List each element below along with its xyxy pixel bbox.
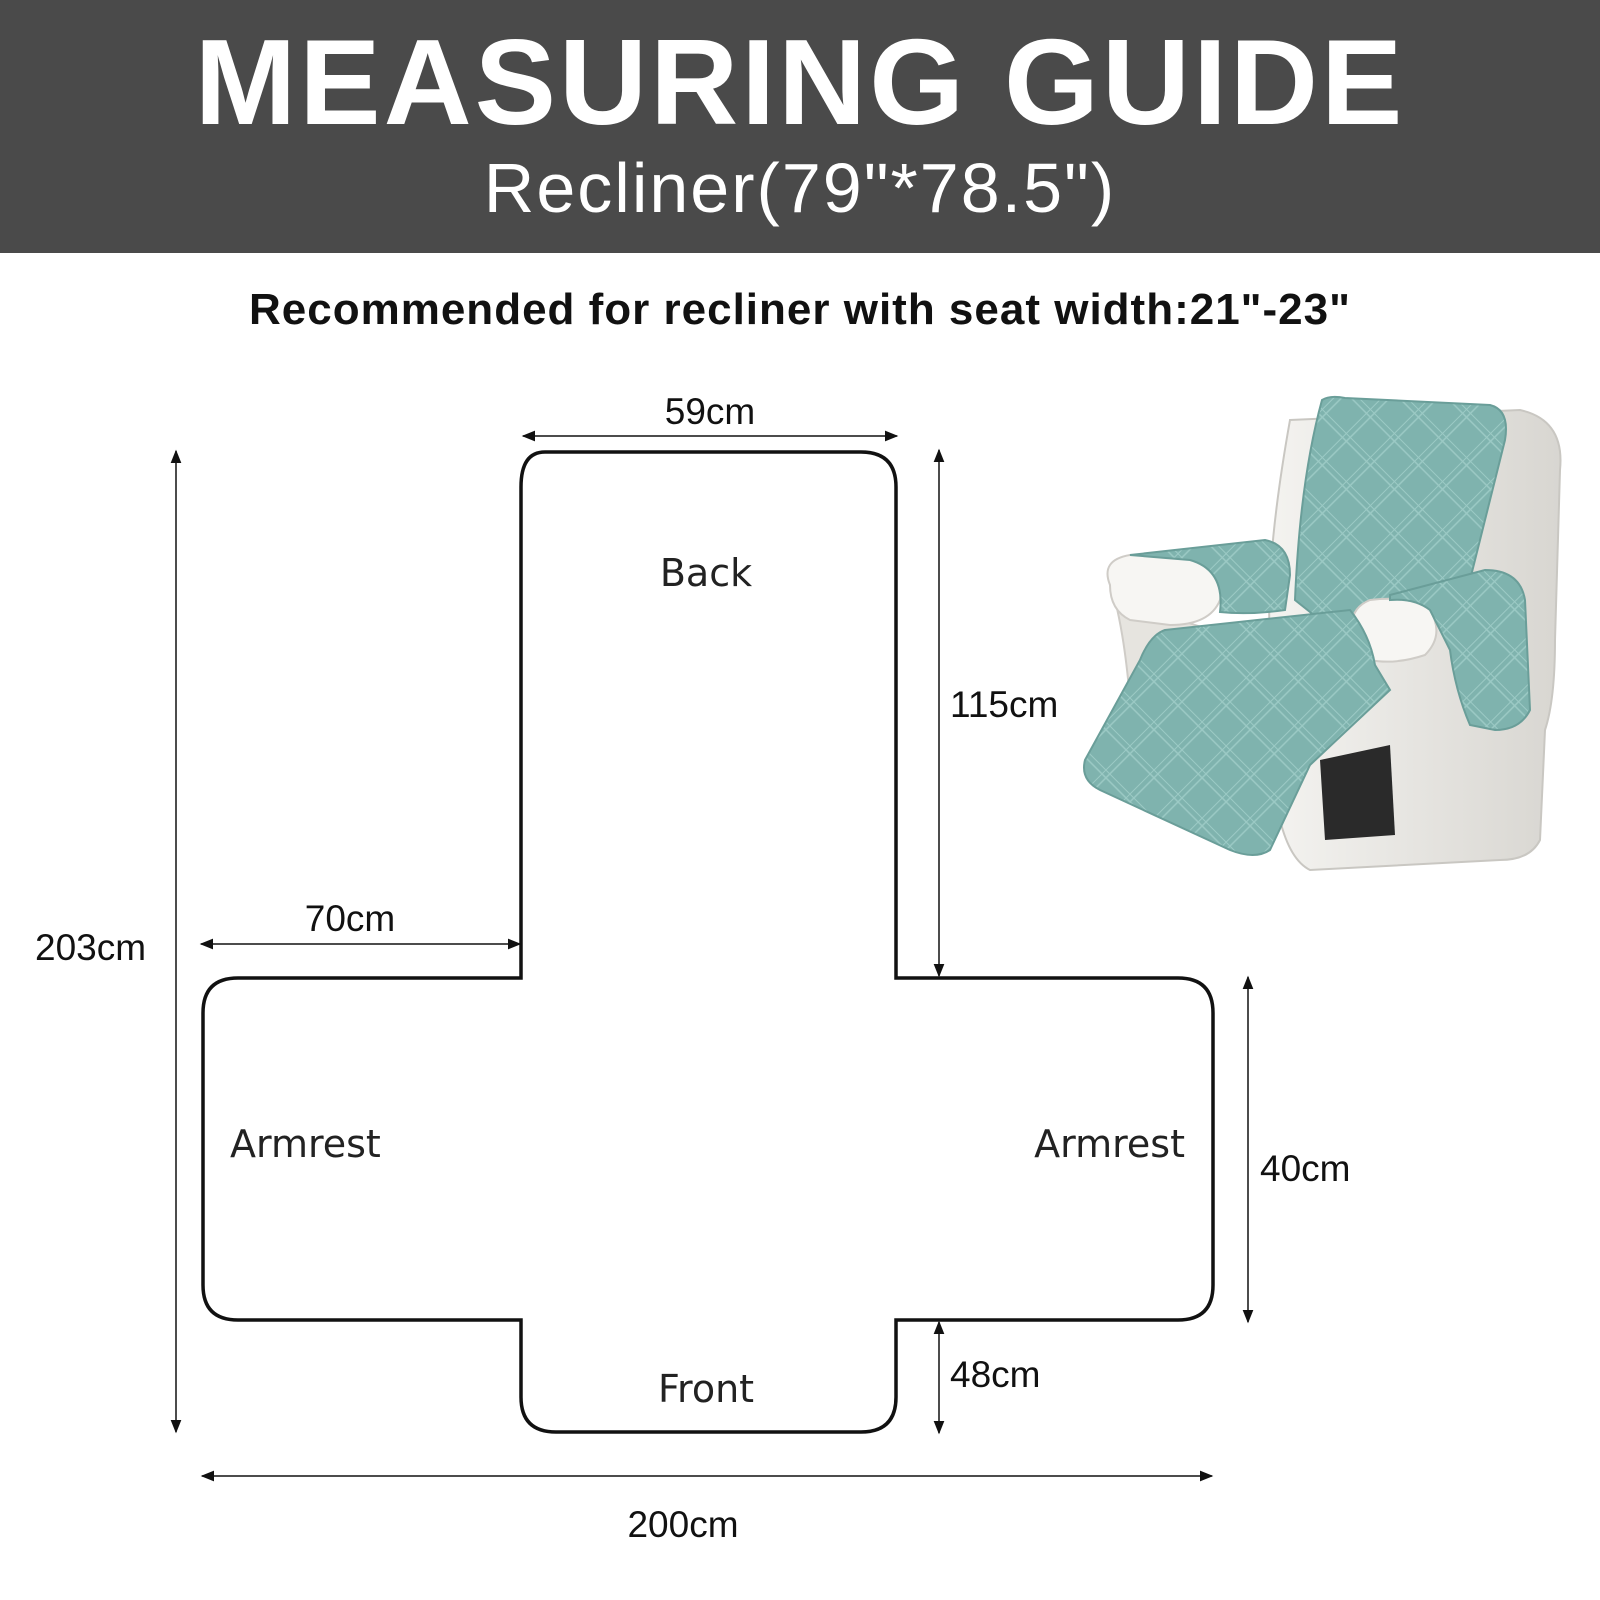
label-armrest-right: Armrest bbox=[1034, 1122, 1185, 1166]
recommendation-text: Recommended for recliner with seat width:21"-23" bbox=[249, 285, 1351, 334]
dim-back-height: 115cm bbox=[950, 684, 1059, 725]
dim-total-width: 200cm bbox=[627, 1504, 739, 1545]
dim-total-height: 203cm bbox=[35, 927, 147, 968]
page-title: MEASURING GUIDE bbox=[194, 14, 1406, 150]
chair-mechanism bbox=[1320, 745, 1395, 840]
dim-armrest-width: 70cm bbox=[304, 898, 396, 939]
dim-back-width: 59cm bbox=[664, 391, 756, 432]
page-subtitle: Recliner(79"*78.5") bbox=[483, 149, 1117, 227]
cover-outline bbox=[203, 452, 1213, 1432]
label-front: Front bbox=[657, 1367, 755, 1411]
product-photo bbox=[1084, 397, 1561, 870]
dim-front-height: 48cm bbox=[950, 1354, 1041, 1395]
label-armrest-left: Armrest bbox=[230, 1122, 381, 1166]
dim-armrest-height: 40cm bbox=[1260, 1148, 1351, 1189]
label-back: Back bbox=[659, 551, 753, 595]
